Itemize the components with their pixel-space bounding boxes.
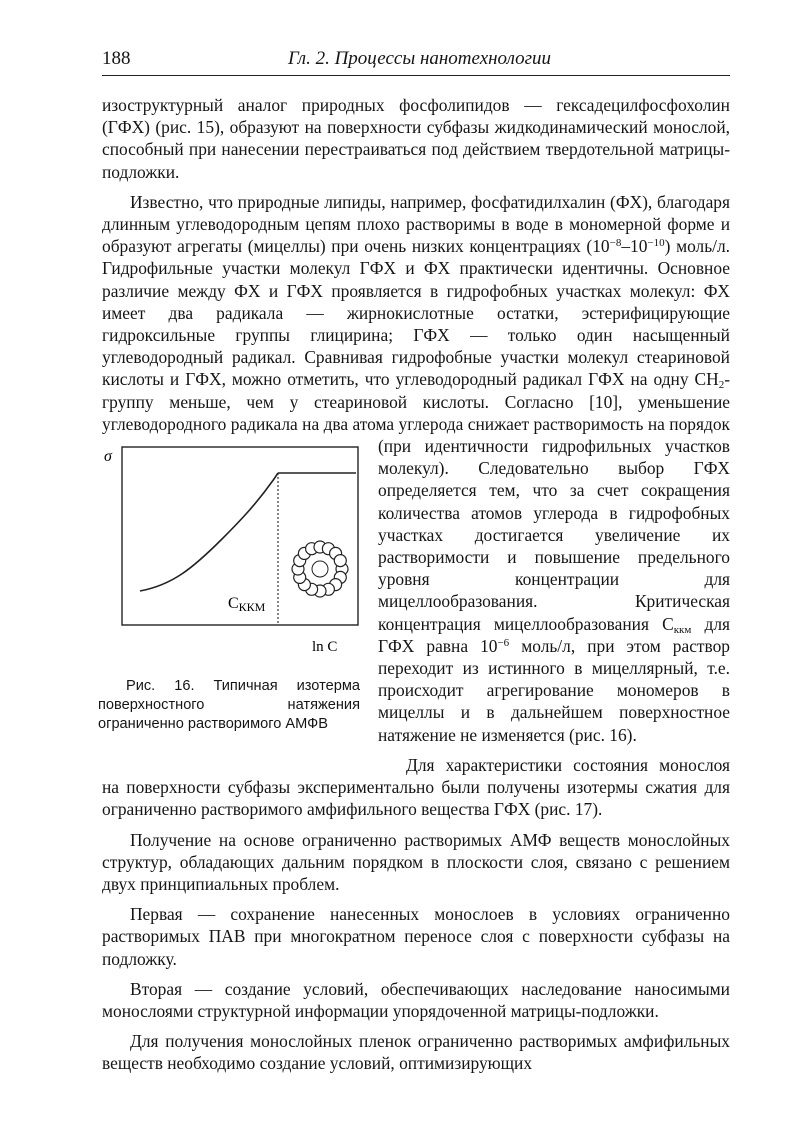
page-number: 188 <box>102 48 131 69</box>
y-axis-label: σ <box>104 448 112 466</box>
cmc-label: СККМ <box>228 595 266 615</box>
paragraph-4: Получение на основе ограниченно растворимых АМФ веществ монослойных структур, обладающих дальним порядком в плоскости слоя, связано с решением двух принципиальных проблем. <box>102 829 730 894</box>
micelle-core <box>312 561 328 577</box>
micelle-icon <box>292 541 348 597</box>
isotherm-curve <box>140 473 278 591</box>
running-header <box>102 48 730 78</box>
paragraph-7: Для получения монослойных пленок ограниченно растворимых амфифильных веществ необходимо создание условий, оптимизирующих <box>102 1031 730 1074</box>
paragraph-2: Известно, что природные липиды, например, фосфатидилхалин (ФХ), благодаря длинным углеводородным цепям плохо растворимы в воде в мономерной форме и образуют агрегаты (мицеллы) при очень низких концентрациях $(10^{-8}-10^{-10})$ моль/л. Гидрофильные участки молекул ГФХ и ФХ практически идентичны. Основное различие между ФХ и ГФХ проявляется в гидрофобных участках молекул: ФХ имеет два радикала — жирнокислотные остатки, эстерифицирующие гидроксильные группы глицирина; ГФХ — только один насыщенный углеводородный радикал. Сравнивая гидрофобные участки молекул стеариновой кислоты и ГФХ, можно отметить, что углеводородный радикал ГФХ на одну $СН_2$-группу меньше, чем у стеариновой кислоты. Согласно [10], уменьшение углеводородного радикала на два атома углерода снижает σ СККМ ln C Рис. 16. Типичная изотерма поверхностного натяжения ограниченно растворимого АМФВ растворимость на порядок (при идентичности гидрофильных участков молекул). Следовательно выбор ГФХ определяется тем, что за счет сокращения количества атомов углерода в гидрофобных участках достигается увеличение их растворимости и повышение предельного уровня концентрации для мицеллообразования. Критическая концентрация мицеллообразования $С_{ккм}$ для ГФХ равна $10^{-6}$ моль/л, при этом раствор переходит из истинного в мицеллярный, т.е. происходит агрегирование мономеров в мицеллы и в дальнейшем поверхностное натяжение не изменяется (рис. 16). <box>102 191 730 746</box>
isotherm-plot <box>102 441 364 661</box>
x-axis-label: ln C <box>312 639 338 656</box>
paragraph-5: Первая — сохранение нанесенных монослоев в условиях ограниченно растворимых ПАВ при многократном переносе слоя с поверхности субфазы на подложку. <box>102 904 730 969</box>
figure-16 <box>98 435 364 765</box>
body-text <box>98 94 731 1075</box>
figure-caption: Рис. 16. Типичная изотерма поверхностного натяжения ограниченно растворимого АМФВ <box>98 678 360 733</box>
header-rule <box>102 75 730 76</box>
paragraph-1: изоструктурный аналог природных фосфолипидов — гексадецилфосфохолин (ГФХ) (рис. 15), образуют на поверхности субфазы жидкодинамический монослой, способный при нанесении перестраиваться под действием твердотельной матрицы-подложки. <box>102 95 730 182</box>
chapter-title: Гл. 2. Процессы нанотехнологии <box>288 48 552 69</box>
paragraph-6: Вторая — создание условий, обеспечивающих наследование наносимыми монослоями структурной информации упорядоченной матрицы-подложки. <box>102 978 730 1021</box>
micelle-headgroup <box>334 555 346 567</box>
paragraph-3: Для характеристики состояния монослоя на поверхности субфазы экспериментально были получены изотермы сжатия для ограниченно растворимого амфифильного вещества ГФХ (рис. 17). <box>102 754 730 820</box>
